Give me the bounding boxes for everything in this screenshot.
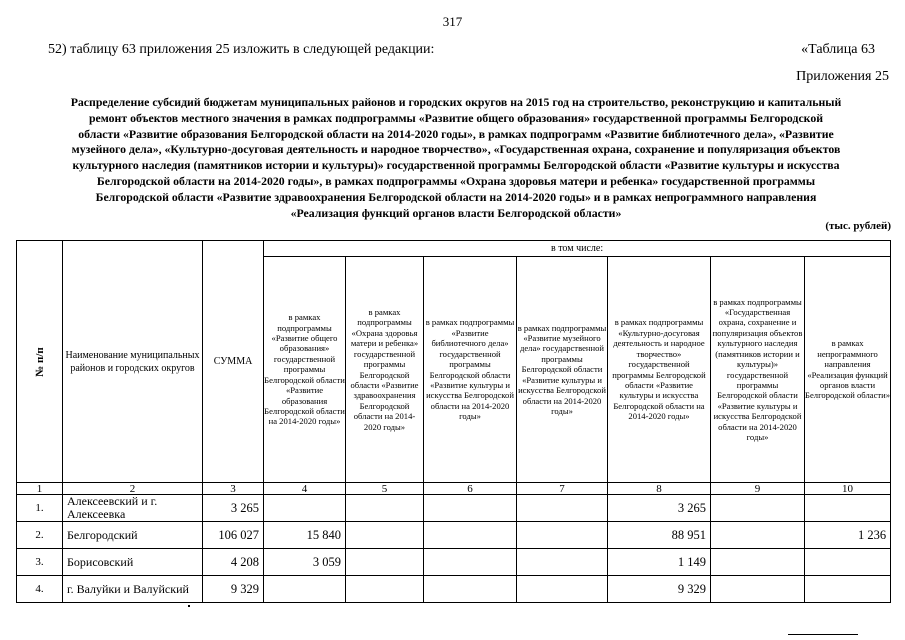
table-row bbox=[17, 576, 891, 603]
table-row bbox=[17, 522, 891, 549]
district-name: Борисовский bbox=[63, 549, 203, 576]
column-number: 3 bbox=[203, 483, 264, 495]
header-col-10: в рамках непрограммного направления «Реализация функций органов власти Белгородской области» bbox=[805, 257, 891, 483]
col-7-value bbox=[517, 522, 608, 549]
column-number: 9 bbox=[711, 483, 805, 495]
col-4-value bbox=[264, 495, 346, 522]
document-title bbox=[22, 95, 890, 221]
column-number: 5 bbox=[346, 483, 424, 495]
header-sum: СУММА bbox=[203, 241, 264, 483]
title-line: области «Развитие образования Белгородской области на 2014-2020 годы», в рамках подпрограмм «Развитие библиотечного дела», «Развитие bbox=[78, 126, 834, 141]
sum-value: 9 329 bbox=[203, 576, 264, 603]
units-label: (тыс. рублей) bbox=[825, 220, 891, 232]
page-number: 317 bbox=[442, 14, 463, 29]
header-row-top bbox=[17, 241, 891, 257]
sum-value: 4 208 bbox=[203, 549, 264, 576]
title-line: Белгородской области на 2014-2020 годы», в рамках подпрограммы «Охрана здоровья матери и ребенка» государственной программы bbox=[96, 173, 816, 188]
title-line: музейного дела», «Культурно-досуговая деятельность и народное творчество», «Государственная охрана, сохранение и популяризация объектов bbox=[71, 142, 841, 157]
title-line: ремонт объектов местного значения в рамках подпрограммы «Развитие общего образования» государственной программы Белгородской bbox=[88, 110, 824, 125]
column-number: 7 bbox=[517, 483, 608, 495]
district-name: г. Валуйки и Валуйский bbox=[63, 576, 203, 603]
column-number: 4 bbox=[264, 483, 346, 495]
column-number: 1 bbox=[17, 483, 63, 495]
col-7-value bbox=[517, 495, 608, 522]
col-10-value: 1 236 bbox=[805, 522, 891, 549]
district-name: Алексеевский и г. Алексеевка bbox=[63, 495, 203, 522]
header-num-cell bbox=[17, 241, 63, 483]
header-num: № п/п bbox=[33, 346, 46, 377]
title-line: Белгородской области «Развитие здравоохранения Белгородской области на 2014-2020 годы» и в рамках непрограммного направления bbox=[95, 189, 817, 204]
district-name: Белгородский bbox=[63, 522, 203, 549]
col-8-value: 88 951 bbox=[608, 522, 711, 549]
col-4-value: 15 840 bbox=[264, 522, 346, 549]
column-number: 10 bbox=[805, 483, 891, 495]
col-5-value bbox=[346, 522, 424, 549]
col-9-value bbox=[711, 522, 805, 549]
header-col-7: в рамках подпрограммы «Развитие музейного дела» государственной программы Белгородской области «Развитие культуры и искусства Белгородской области на 2014-2020 годы» bbox=[517, 257, 608, 483]
header-col-4: в рамках подпрограммы «Развитие общего образования» государственной программы Белгородской области «Развитие образования Белгородской области на 2014-2020 годы» bbox=[264, 257, 346, 483]
col-8-value: 3 265 bbox=[608, 495, 711, 522]
row-number: 1. bbox=[17, 495, 63, 522]
column-number: 2 bbox=[63, 483, 203, 495]
header-col-5: в рамках подпрограммы «Охрана здоровья матери и ребенка» государственной программы Белгородской области «Развитие здравоохранения Белгородской области на 2014-2020 годы» bbox=[346, 257, 424, 483]
table-row bbox=[17, 549, 891, 576]
col-4-value bbox=[264, 576, 346, 603]
col-6-value bbox=[424, 495, 517, 522]
scan-mark bbox=[188, 605, 190, 607]
col-9-value bbox=[711, 549, 805, 576]
col-8-value: 9 329 bbox=[608, 576, 711, 603]
intro-text: 52) таблицу 63 приложения 25 изложить в следующей редакции: bbox=[48, 42, 435, 57]
col-7-value bbox=[517, 549, 608, 576]
col-8-value: 1 149 bbox=[608, 549, 711, 576]
sum-value: 3 265 bbox=[203, 495, 264, 522]
col-4-value: 3 059 bbox=[264, 549, 346, 576]
col-7-value bbox=[517, 576, 608, 603]
column-number: 6 bbox=[424, 483, 517, 495]
column-number-row bbox=[17, 483, 891, 495]
row-number: 2. bbox=[17, 522, 63, 549]
header-name: Наименование муниципальных районов и городских округов bbox=[63, 241, 203, 483]
table-row bbox=[17, 495, 891, 522]
col-6-value bbox=[424, 549, 517, 576]
col-5-value bbox=[346, 549, 424, 576]
title-line: Распределение субсидий бюджетам муниципальных районов и городских округов на 2015 год на строительство, реконструкцию и капитальный bbox=[70, 95, 842, 109]
col-6-value bbox=[424, 576, 517, 603]
col-10-value bbox=[805, 495, 891, 522]
scan-mark bbox=[788, 634, 858, 635]
col-9-value bbox=[711, 576, 805, 603]
column-number: 8 bbox=[608, 483, 711, 495]
appendix-label: Приложения 25 bbox=[796, 69, 889, 84]
row-number: 4. bbox=[17, 576, 63, 603]
header-col-9: в рамках подпрограммы «Государственная охрана, сохранение и популяризация объектов культурного наследия (памятников истории и культуры)» государственной программы Белгородской области «Развитие культуры и искусства Белгородской области на 2014-2020 годы» bbox=[711, 257, 805, 483]
sum-value: 106 027 bbox=[203, 522, 264, 549]
subsidy-table bbox=[16, 240, 891, 603]
col-10-value bbox=[805, 549, 891, 576]
col-9-value bbox=[711, 495, 805, 522]
header-including: в том числе: bbox=[264, 241, 891, 257]
table-label: «Таблица 63 bbox=[801, 42, 875, 57]
header-col-8: в рамках подпрограммы «Культурно-досуговая деятельность и народное творчество» государственной программы Белгородской области «Развитие культуры и искусства Белгородской области на 2014-2020 годы» bbox=[608, 257, 711, 483]
col-6-value bbox=[424, 522, 517, 549]
title-line: культурного наследия (памятников истории и культуры)» государственной программы Белгородской области «Развитие культуры и искусства bbox=[72, 158, 840, 173]
row-number: 3. bbox=[17, 549, 63, 576]
col-5-value bbox=[346, 495, 424, 522]
col-10-value bbox=[805, 576, 891, 603]
col-5-value bbox=[346, 576, 424, 603]
header-col-6: в рамках подпрограммы «Развитие библиотечного дела» государственной программы Белгородской области «Развитие культуры и искусства Белгородской области на 2014-2020 годы» bbox=[424, 257, 517, 483]
title-line: «Реализация функций органов власти Белгородской области» bbox=[290, 205, 622, 220]
